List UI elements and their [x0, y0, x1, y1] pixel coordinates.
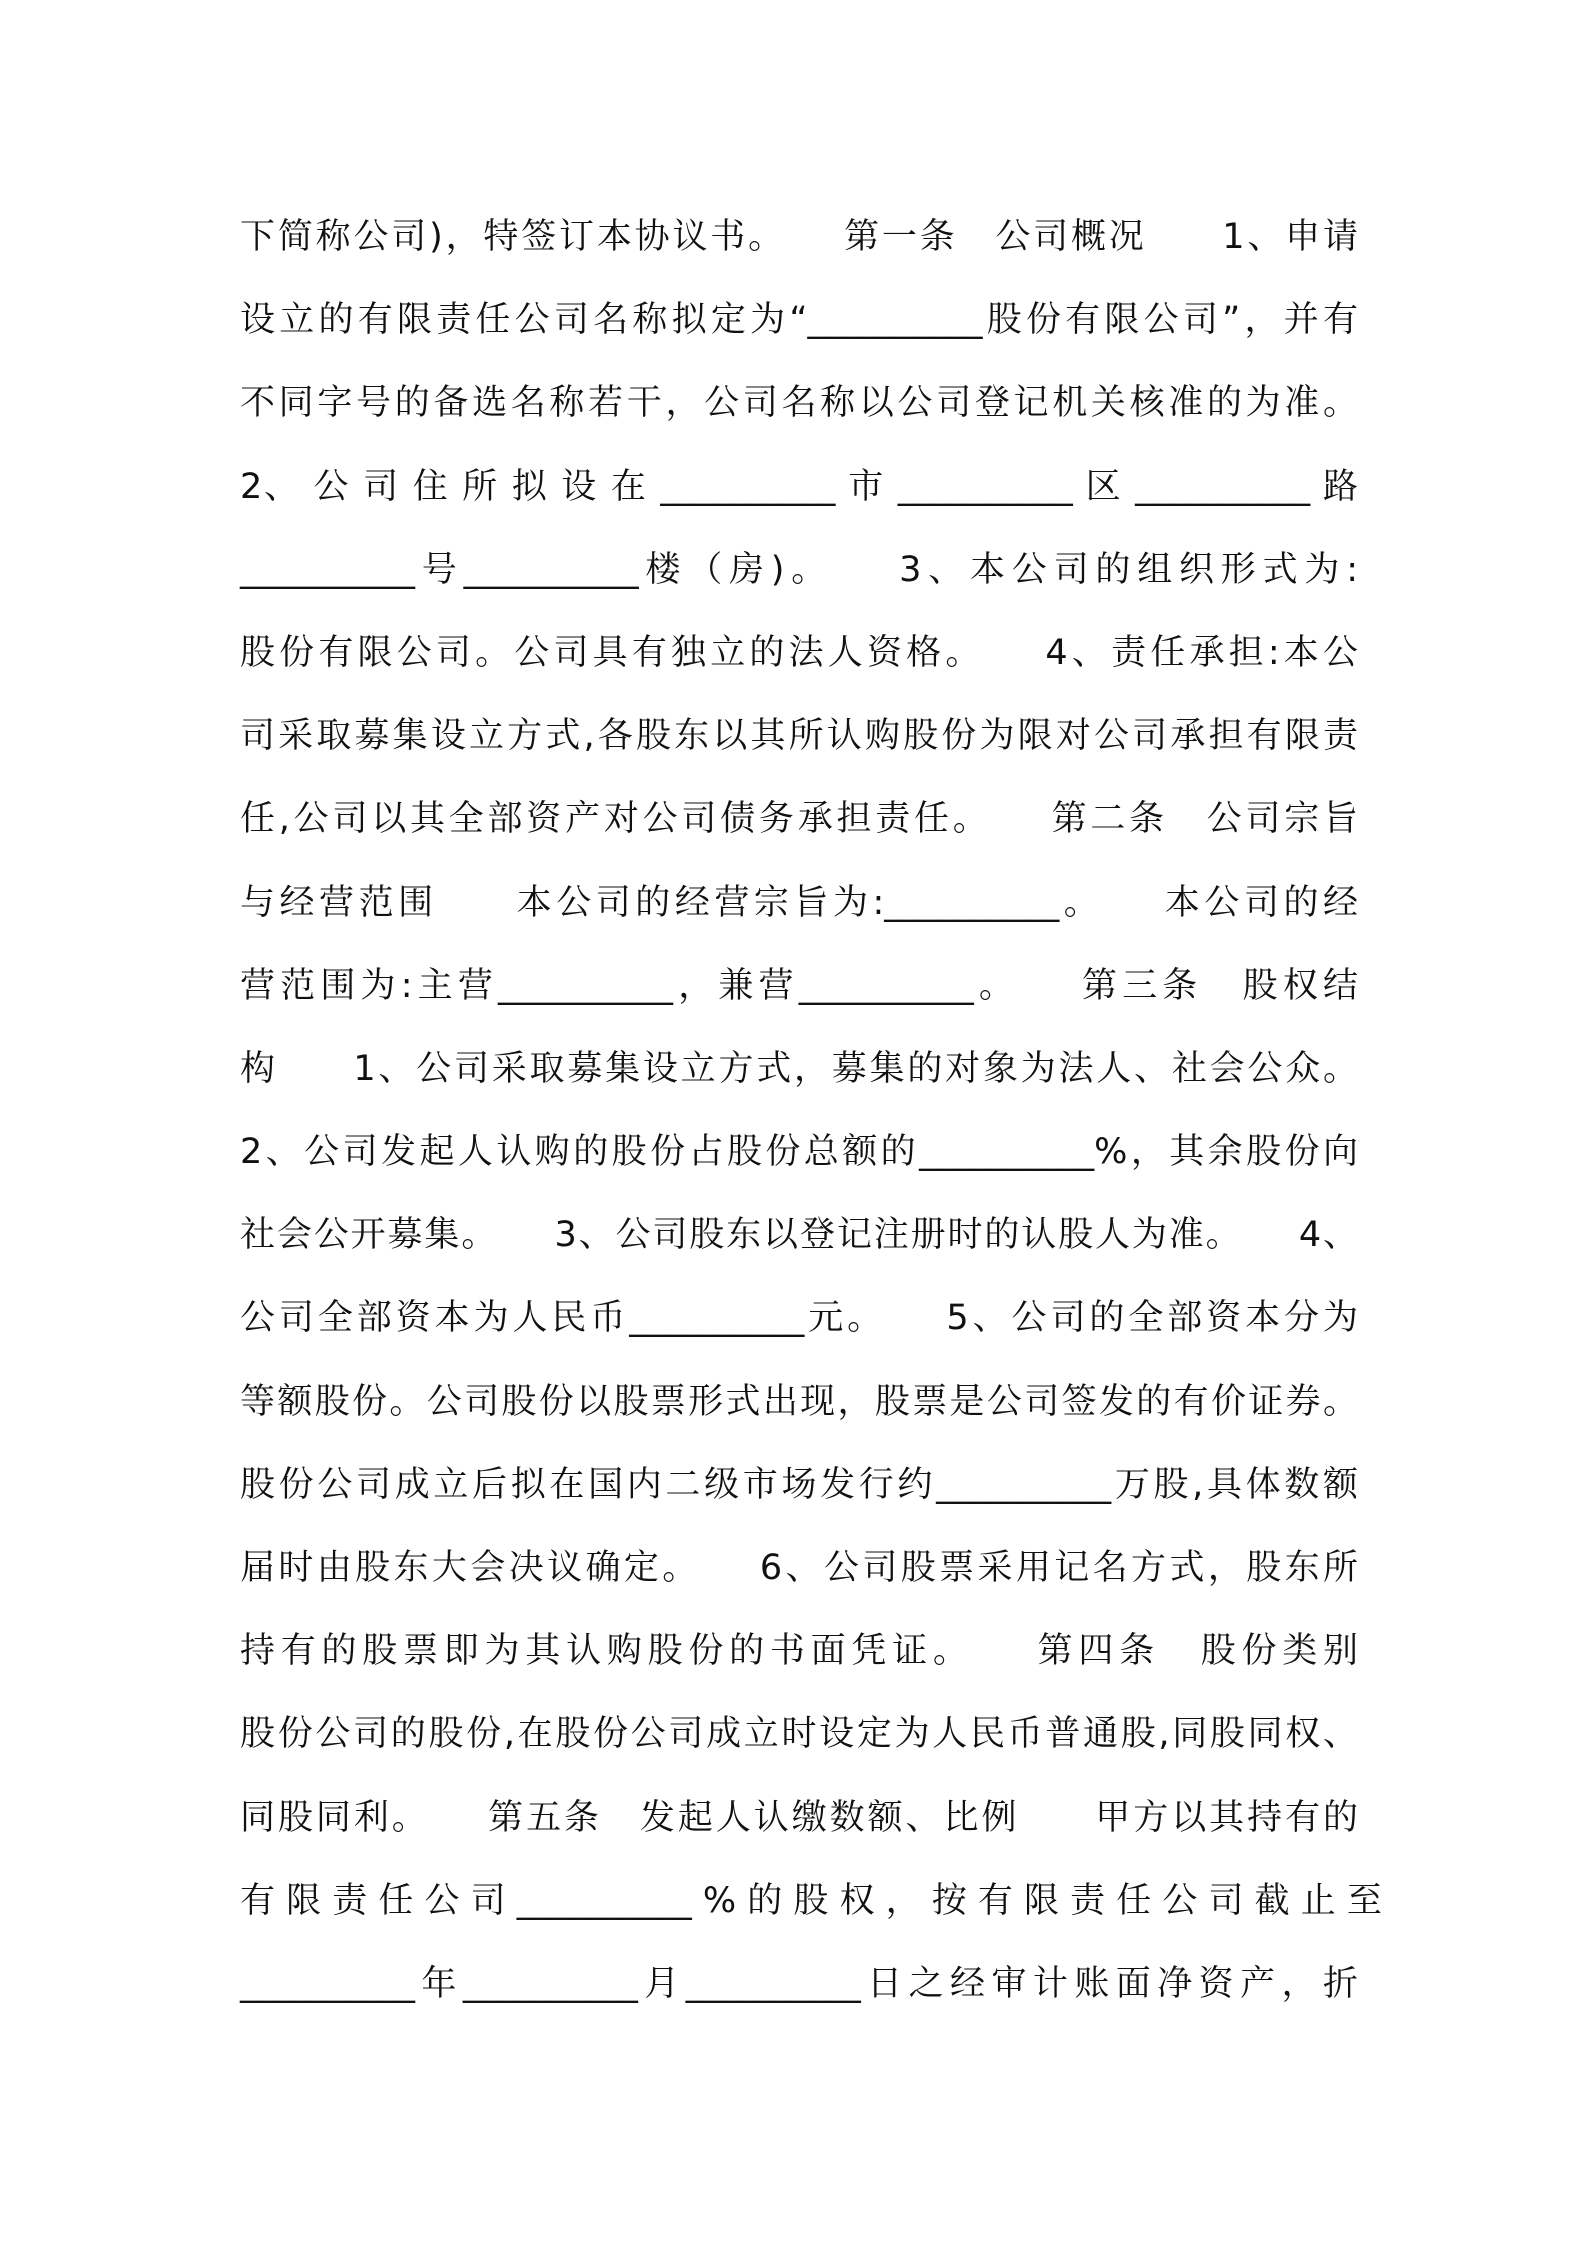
text-line-21: 有 限 责 任 公 司 __________ % 的 股 权 ， 按 有 限 责 任 公 司 截 止 至 — [240, 1880, 1382, 1921]
text-line-22: __________年__________月__________日之经审计账面净资产，折 — [240, 1963, 1358, 2004]
text-line-12: 2、公司发起人认购的股份占股份总额的__________%，其余股份向 — [240, 1132, 1358, 1173]
text-line-9: 与经营范围 本公司的经营宗旨为:__________。 本公司的经 — [240, 882, 1358, 923]
document-body — [240, 196, 1382, 2026]
text-line-20: 同股同利。 第五条 发起人认缴数额、比例 甲方以其持有的 — [240, 1797, 1358, 1838]
text-line-19: 股份公司的股份,在股份公司成立时设定为人民币普通股,同股同权、 — [240, 1714, 1358, 1755]
text-line-4: 2、 公 司 住 所 拟 设 在 __________ 市 __________ 区 __________ 路 — [240, 466, 1358, 507]
text-line-7: 司采取募集设立方式,各股东以其所认购股份为限对公司承担有限责 — [240, 716, 1358, 757]
text-line-14: 公司全部资本为人民币__________元。 5、公司的全部资本分为 — [240, 1298, 1358, 1339]
text-line-3: 不同字号的备选名称若干，公司名称以公司登记机关核准的为准。 — [240, 383, 1358, 424]
text-line-2: 设立的有限责任公司名称拟定为“__________股份有限公司”，并有 — [240, 300, 1358, 341]
text-line-13: 社会公开募集。 3、公司股东以登记注册时的认股人为准。 4、 — [240, 1215, 1358, 1256]
text-line-5: __________号__________楼（房)。 3、本公司的组织形式为: — [240, 549, 1358, 590]
text-line-6: 股份有限公司。公司具有独立的法人资格。 4、责任承担:本公 — [240, 632, 1358, 673]
text-line-17: 届时由股东大会决议确定。 6、公司股票采用记名方式，股东所 — [240, 1548, 1358, 1588]
text-line-11: 构 1、公司采取募集设立方式，募集的对象为法人、社会公众。 — [240, 1048, 1358, 1089]
text-line-15: 等额股份。公司股份以股票形式出现，股票是公司签发的有价证券。 — [240, 1381, 1358, 1422]
text-line-10: 营范围为:主营__________，兼营__________。 第三条 股权结 — [240, 965, 1358, 1006]
text-line-18: 持有的股票即为其认购股份的书面凭证。 第四条 股份类别 — [240, 1631, 1358, 1672]
text-line-16: 股份公司成立后拟在国内二级市场发行约__________万股,具体数额 — [240, 1464, 1358, 1505]
text-line-1: 下简称公司)，特签订本协议书。 第一条 公司概况 1、申请 — [240, 217, 1358, 257]
text-line-8: 任,公司以其全部资产对公司债务承担责任。 第二条 公司宗旨 — [240, 799, 1358, 840]
